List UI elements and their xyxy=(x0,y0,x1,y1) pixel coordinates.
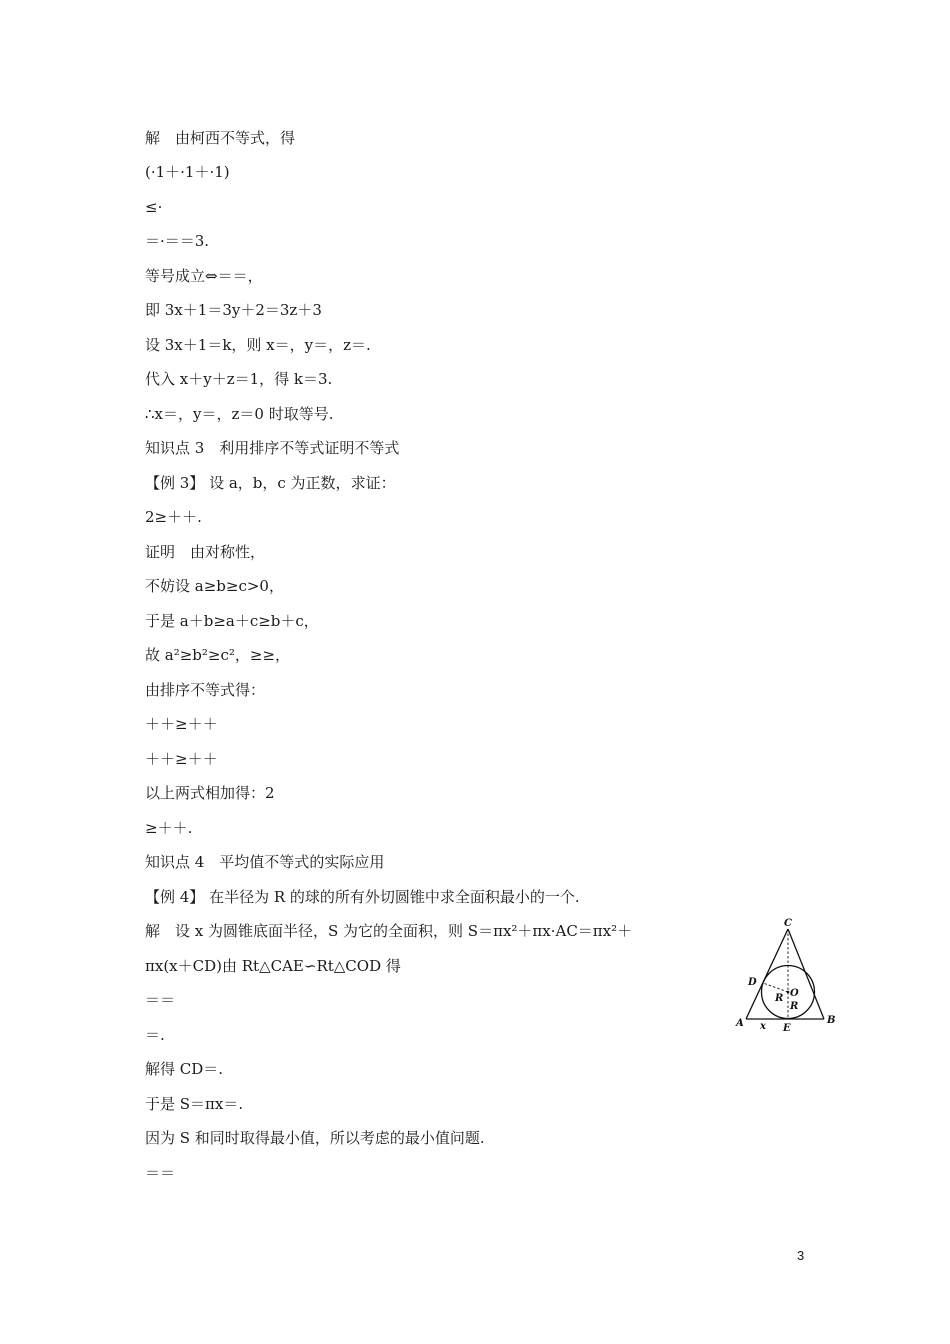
text-line: 即 3x＋1＝3y＋2＝3z＋3 xyxy=(145,301,322,319)
text-line: 不妨设 a≥b≥c>0， xyxy=(145,577,284,595)
label-d: D xyxy=(748,977,757,988)
cone-cross-section-diagram xyxy=(730,915,845,1040)
text-line: πx(x＋CD)由 Rt△CAE∽Rt△COD 得 xyxy=(145,957,401,975)
text-line: 由排序不等式得： xyxy=(145,681,266,699)
text-line: ＋＋≥＋＋ xyxy=(145,750,218,768)
text-line: 解 设 x 为圆锥底面半径，S 为它的全面积，则 S＝πx²＋πx·AC＝πx²＋ xyxy=(145,922,633,940)
example-heading: 【例 4】 在半径为 R 的球的所有外切圆锥中求全面积最小的一个. xyxy=(145,888,580,906)
label-r: R xyxy=(790,1001,799,1012)
text-line: ＝＝ xyxy=(145,1164,176,1182)
text-line: 等号成立⇔＝＝， xyxy=(145,267,263,285)
label-r: R xyxy=(775,993,784,1004)
label-a: A xyxy=(736,1018,744,1029)
text-line: ＝·＝＝3. xyxy=(145,232,210,250)
text-line: 设 3x＋1＝k，则 x＝，y＝，z＝. xyxy=(145,336,371,354)
label-x: x xyxy=(760,1021,766,1032)
section-heading: 知识点 4 平均值不等式的实际应用 xyxy=(145,853,385,871)
text-line: 解得 CD＝. xyxy=(145,1060,224,1078)
label-c: C xyxy=(784,918,792,929)
text-line: 于是 a＋b≥a＋c≥b＋c， xyxy=(145,612,319,630)
center-point xyxy=(787,991,790,994)
text-line: 因为 S 和同时取得最小值，所以考虑的最小值问题. xyxy=(145,1129,485,1147)
section-heading: 知识点 3 利用排序不等式证明不等式 xyxy=(145,439,400,457)
text-line: 解 由柯西不等式，得 xyxy=(145,129,296,147)
text-line: ∴x＝，y＝，z＝0 时取等号. xyxy=(145,405,334,423)
text-line: 以上两式相加得：2 xyxy=(145,784,275,802)
text-line: 2≥＋＋. xyxy=(145,508,202,526)
text-line: 证明 由对称性， xyxy=(145,543,266,561)
text-line: ＝. xyxy=(145,1026,165,1044)
text-line: ＋＋≥＋＋ xyxy=(145,715,218,733)
label-b: B xyxy=(827,1015,836,1026)
text-line: ≤· xyxy=(145,198,163,216)
page-number: 3 xyxy=(797,1248,805,1263)
cone-edge-ca xyxy=(746,929,788,1019)
text-line: ＝＝ xyxy=(145,991,176,1009)
text-line: 故 a²≥b²≥c²，≥≥， xyxy=(145,646,291,664)
label-o: O xyxy=(790,988,799,999)
text-line: ≥＋＋. xyxy=(145,819,193,837)
text-line: 于是 S＝πx＝. xyxy=(145,1095,244,1113)
text-line: 代入 x＋y＋z＝1，得 k＝3. xyxy=(145,370,333,388)
label-e: E xyxy=(783,1023,791,1034)
example-heading: 【例 3】 设 a，b，c 为正数，求证： xyxy=(145,474,396,492)
radius-od xyxy=(763,983,788,992)
text-line: (·1＋·1＋·1) xyxy=(145,163,230,181)
